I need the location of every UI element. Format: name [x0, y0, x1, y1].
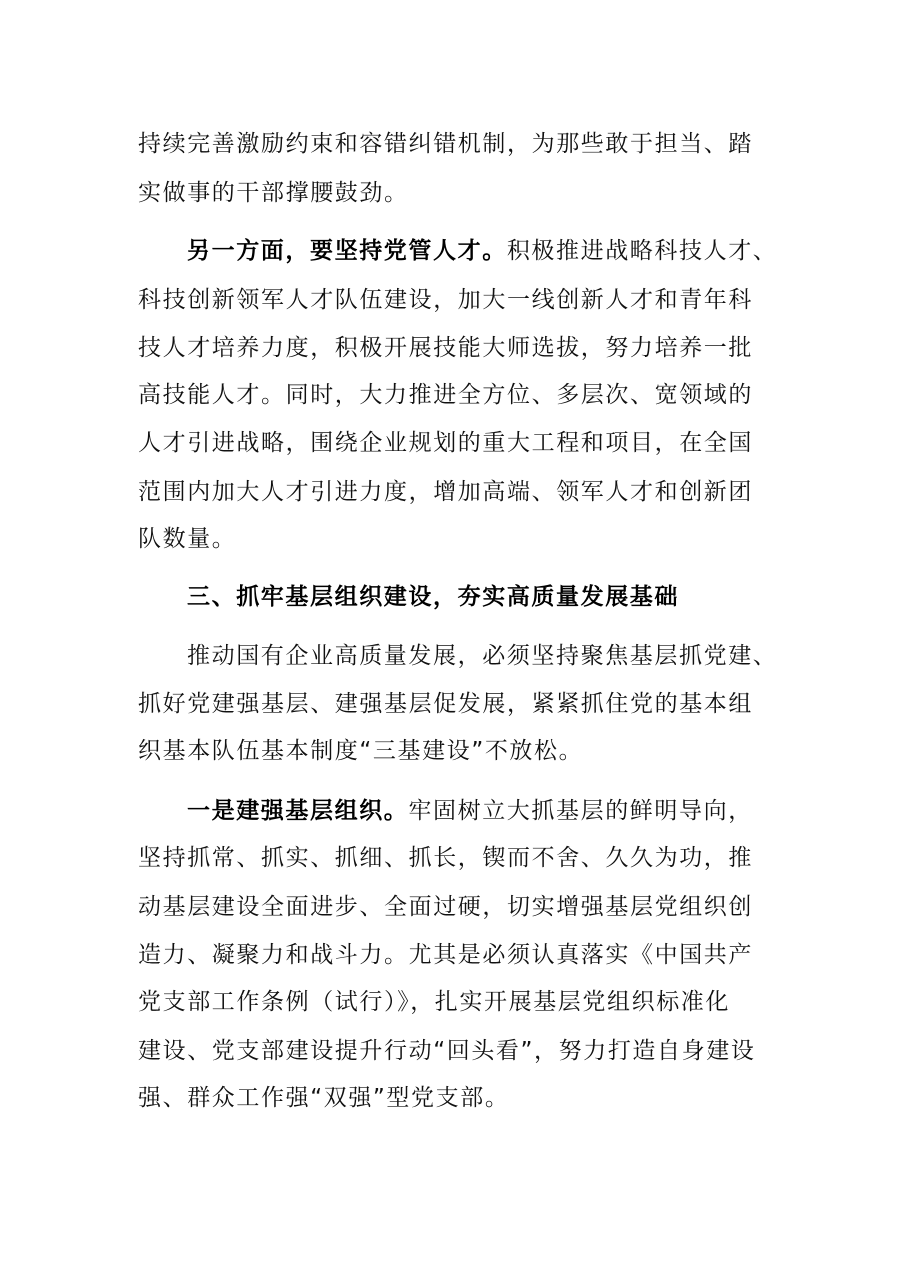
section-heading: 三、抓牢基层组织建设，夯实高质量发展基础 [187, 584, 679, 610]
paragraph-line-7: 人才引进战略，围绕企业规划的重大工程和项目，在全国 [138, 430, 753, 456]
paragraph-line-1: 持续完善激励约束和容错纠错机制，为那些敢于担当、踏 [138, 131, 753, 157]
paragraph-line-11: 抓好党建强基层、建强基层促发展，紧紧抓住党的基本组 [138, 691, 753, 717]
line-text: 牢固树立大抓基层的鲜明导向， [408, 798, 753, 824]
paragraph-line-8: 范围内加大人才引进力度，增加高端、领军人才和创新团 [138, 479, 753, 505]
lead-sentence: 另一方面，要坚持党管人才。 [187, 238, 507, 264]
paragraph-line-5: 技人才培养力度，积极开展技能大师选拔，努力培养一批 [138, 335, 753, 361]
paragraph-line-17: 党支部工作条例（试行）》，扎实开展基层党组织标准化 [138, 989, 730, 1015]
line-text: 积极推进战略科技人才、 [506, 238, 778, 264]
lead-sentence: 一是建强基层组织。 [187, 798, 409, 824]
paragraph-line-6: 高技能人才。同时，大力推进全方位、多层次、宽领域的 [138, 382, 753, 408]
paragraph-line-19: 强、群众工作强“双强”型党支部。 [138, 1085, 510, 1111]
paragraph-line-3 [187, 231, 827, 271]
paragraph-line-13 [187, 791, 827, 831]
paragraph-line-14: 坚持抓常、抓实、抓细、抓长，锲而不舍、久久为功，推 [138, 845, 753, 871]
paragraph-line-10: 推动国有企业高质量发展，必须坚持聚焦基层抓党建、 [187, 643, 778, 669]
paragraph-line-12: 织基本队伍基本制度“三基建设”不放松。 [138, 738, 584, 764]
paragraph-line-18: 建设、党支部建设提升行动“回头看”，努力打造自身建设 [138, 1038, 756, 1064]
paragraph-line-4: 科技创新领军人才队伍建设，加大一线创新人才和青年科 [138, 287, 753, 313]
paragraph-line-15: 动基层建设全面进步、全面过硬，切实增强基层党组织创 [138, 894, 753, 920]
paragraph-line-16: 造力、凝聚力和战斗力。尤其是必须认真落实《中国共产 [138, 942, 753, 968]
paragraph-line-9: 队数量。 [138, 526, 237, 552]
paragraph-line-2: 实做事的干部撑腰鼓劲。 [138, 180, 409, 206]
